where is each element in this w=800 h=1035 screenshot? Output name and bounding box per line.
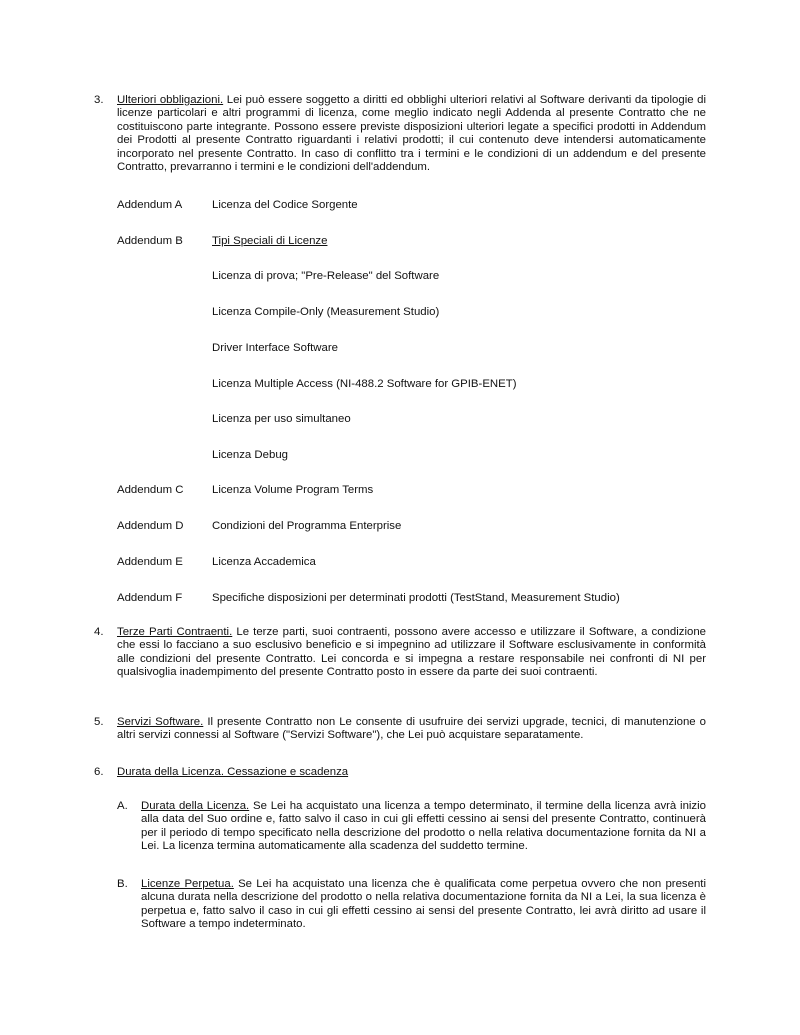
- addendum-title: Specifiche disposizioni per determinati prodotti (TestStand, Measurement Studio): [212, 592, 620, 604]
- addendum-subitem-text: Licenza Debug: [212, 449, 288, 461]
- section-body: [117, 716, 706, 743]
- addendum-title: Licenza Accademica: [212, 556, 316, 568]
- addendum-row: [117, 591, 677, 605]
- section-title: Servizi Software.: [117, 716, 204, 728]
- section-3: [94, 94, 706, 174]
- section-4: [94, 626, 706, 680]
- section-text: Lei può essere soggetto a diritti ed obblighi ulteriori relativi al Software derivanti da tipologie di licenze particolari e altri programmi di licenza, come meglio indicato negli Addenda al presente Contratto che ne costituiscono parte integrante. Possono essere previste disposizioni ulteriori legate a specifici prodotti in Addendum dei Prodotti al presente Contratto riguardanti i relativi prodotti; il cui contenuto deve intendersi automaticamente incorporato nel presente Contratto. In caso di conflitto tra i termini e le condizioni di un addendum e del presente Contratto, prevarranno i termini e le condizioni dell'addendum.: [117, 94, 707, 174]
- subsection-text: Se Lei ha acquistato una licenza che è qualificata come perpetua ovvero che non presenti alcuna durata nella descrizione del prodotto o nella relativa documentazione fornita da NI a Lei, la sua licenza è perpetua e, fatto salvo il caso in cui gli effetti cessino ai sensi del presente Contratto, lei avrà diritto ad usare il Software a tempo indeterminato.: [141, 878, 706, 931]
- addendum-subitem: [117, 412, 677, 426]
- addendum-row: [117, 483, 677, 497]
- section-5: [94, 716, 706, 743]
- addendum-subitem: [117, 341, 677, 355]
- section-body: [117, 626, 706, 680]
- addendum-row: [117, 198, 677, 212]
- addendum-title: Condizioni del Programma Enterprise: [212, 520, 402, 532]
- addendum-row: [117, 234, 677, 248]
- section-number: 3.: [94, 94, 104, 106]
- addendum-row: [117, 519, 677, 533]
- subsection-letter: A.: [117, 800, 128, 812]
- addendum-subitem-text: Licenza Compile-Only (Measurement Studio): [212, 306, 440, 318]
- section-number: 6.: [94, 766, 104, 778]
- addendum-title: Licenza Volume Program Terms: [212, 484, 374, 496]
- addendum-label: Addendum D: [117, 520, 184, 532]
- subsection-body: [141, 878, 706, 932]
- subsection-6a: [117, 800, 706, 854]
- subsection-text: Se Lei ha acquistato una licenza a tempo determinato, il termine della licenza avrà inizio alla data del Suo ordine e, fatto salvo il caso in cui gli effetti cessino ai sensi del presente Contratto, continuerà per il periodo di tempo specificato nella descrizione del prodotto o nella relativa documentazione fornita da NI a Lei. La licenza termina automaticamente alla scadenza del suddetto termine.: [141, 800, 706, 853]
- addendum-label: Addendum E: [117, 556, 183, 568]
- section-text: Il presente Contratto non Le consente di usufruire dei servizi upgrade, tecnici, di manutenzione o altri servizi connessi al Software ("Servizi Software"), che Lei può acquistare separatamente.: [117, 716, 706, 742]
- subsection-letter: B.: [117, 878, 128, 890]
- section-body: [117, 94, 706, 174]
- addendum-label: Addendum B: [117, 235, 183, 247]
- addendum-subitem: [117, 305, 677, 319]
- section-title: Terze Parti Contraenti.: [117, 626, 233, 638]
- section-number: 5.: [94, 716, 104, 728]
- addendum-subitem: [117, 269, 677, 283]
- subsection-title: Licenze Perpetua.: [141, 878, 234, 890]
- section-6: [94, 766, 706, 779]
- addendum-label: Addendum F: [117, 592, 183, 604]
- addendum-label: Addendum C: [117, 484, 184, 496]
- section-title: Durata della Licenza. Cessazione e scadenza: [117, 766, 349, 778]
- addendum-row: [117, 555, 677, 569]
- addendum-subitem-text: Licenza Multiple Access (NI-488.2 Software for GPIB-ENET): [212, 378, 517, 390]
- section-body: [117, 766, 706, 779]
- section-title: Ulteriori obbligazioni.: [117, 94, 224, 106]
- section-number: 4.: [94, 626, 104, 638]
- subsection-title: Durata della Licenza.: [141, 800, 250, 812]
- addendum-subitem-text: Licenza di prova; "Pre-Release" del Software: [212, 270, 440, 282]
- addendum-label: Addendum A: [117, 199, 183, 211]
- addendum-subitem: [117, 448, 677, 462]
- subsection-body: [141, 800, 706, 854]
- addendum-title: Tipi Speciali di Licenze: [212, 235, 328, 247]
- addendum-subitem-text: Licenza per uso simultaneo: [212, 413, 351, 425]
- addendum-subitem: [117, 377, 677, 391]
- addendum-subitem-text: Driver Interface Software: [212, 342, 338, 354]
- addendum-title: Licenza del Codice Sorgente: [212, 199, 358, 211]
- subsection-6b: [117, 878, 706, 932]
- section-text: Le terze parti, suoi contraenti, possono avere accesso e utilizzare il Software, a condizione che essi lo facciano a suo esclusivo beneficio e si impegnino ad utilizzare il Software esclusivamente in conformità alle condizioni del presente Contratto. Lei concorda e si impegna a restare responsabile nei confronti di NI per qualsivoglia inadempimento del presente Contratto posto in essere da parte dei suoi contraenti.: [117, 626, 706, 679]
